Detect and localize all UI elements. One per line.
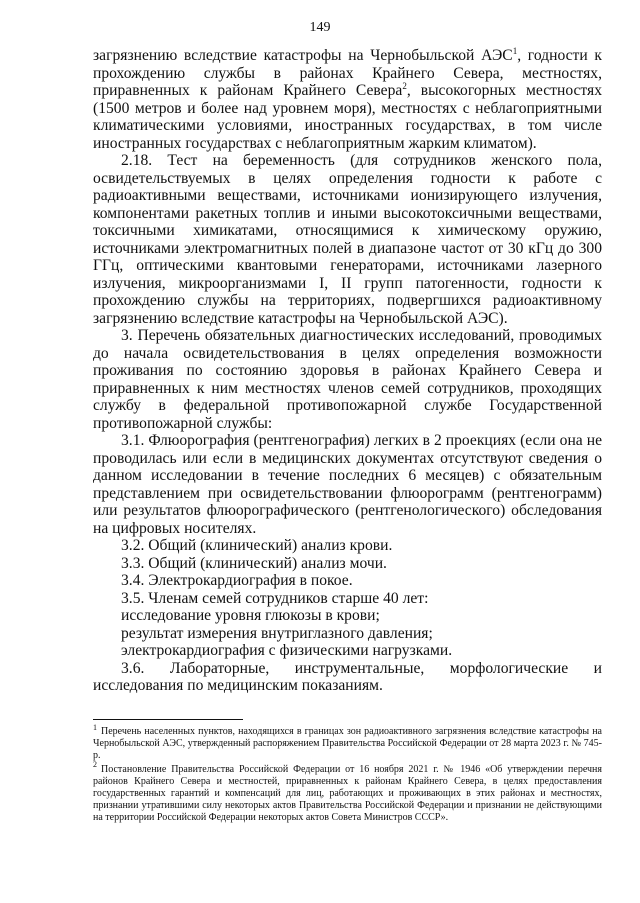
footnote-text: Постановление Правительства Российской Федерации от 16 ноября 2021 г. № 1946 «Об утверждении перечня районов Крайнего Севера и местностей, приравненных к районам Крайнего Севера, в целях предоставления государственных гарантий и компенсаций для лиц, работающих и проживающих в этих районах и местностях, признании утратившими силу некоторых актов Правительства Российской Федерации и признании не действующими на территории Российской Федерации некоторых актов Совета Министров СССР». — [93, 763, 602, 824]
footnotes — [93, 722, 602, 826]
footnote-mark: 2 — [93, 760, 97, 770]
footnote-divider — [93, 719, 243, 720]
paragraph-text: , высокогорных местностях (1500 метров и более над уровнем моря), местностях с неблагоприятными климатическими условиями, иностранных государствах, в том числе иностранных государствах с неблагоприятным жарким климатом). — [93, 82, 603, 152]
paragraph-3-2: 3.2. Общий (клинический) анализ крови. — [121, 537, 393, 554]
footnote-1 — [93, 722, 602, 763]
paragraph-text: загрязнению вследствие катастрофы на Чернобыльской АЭС — [93, 47, 513, 64]
list-item: результат измерения внутриглазного давления; — [121, 624, 433, 642]
paragraph-3: 3. Перечень обязательных диагностических исследований, проводимых до начала освидетельствования в целях определения возможности проживания по состоянию здоровья в районах Крайнего Севера и приравненных к ним местностях членов семей сотрудников, проходящих службу в федеральной противопожарной службе Государственной противопожарной службы: — [93, 327, 602, 432]
paragraph-2-18: 2.18. Тест на беременность (для сотрудников женского пола, освидетельствуемых в целях определения годности к работе с радиоактивными веществами, источниками ионизирующего излучения, компонентами ракетных топлив и иными высокотоксичными веществами, токсичными химикатами, относящимися к химическому оружию, источниками электромагнитных полей в диапазоне частот от 30 кГц до 300 ГГц, оптическими квантовыми генераторами, источниками лазерного излучения, микроорганизмами I, II групп патогенности, годности к прохождению службы на территориях, подвергшихся радиоактивному загрязнению вследствие катастрофы на Чернобыльской АЭС). — [93, 152, 602, 327]
paragraph-3-6: 3.6. Лабораторные, инструментальные, морфологические и исследования по медицинским показаниям. — [93, 659, 602, 694]
paragraph-continuation — [93, 47, 602, 152]
list-item: исследование уровня глюкозы в крови; — [121, 607, 380, 624]
footnote-ref-1[interactable]: 1 — [512, 45, 518, 56]
page-number: 149 — [309, 20, 331, 35]
footnote-text: Перечень населенных пунктов, находящихся в границах зон радиоактивного загрязнения вследствие катастрофы на Чернобыльской АЭС, утвержденный распоряжением Правительства Российской Федерации от 28 марта 2023 г. № 745-р. — [93, 726, 602, 762]
footnote-mark: 1 — [93, 722, 97, 732]
paragraph-3-1: 3.1. Флюорография (рентгенография) легких в 2 проекциях (если она не проводилась или если в медицинских документах отсутствуют сведения о данном исследовании в течение последних 6 месяцев) с обязательным представлением при освидетельствовании флюорограмм (рентгенограмм) или результатов флюорографического (рентгенологического) обследования на цифровых носителях. — [93, 432, 602, 537]
paragraph-3-5: 3.5. Членам семей сотрудников старше 40 лет: — [121, 589, 429, 607]
paragraph-text: , годности к прохождению службы в районах Крайнего Севера, местностях, приравненных к районам Крайнего Севера — [93, 47, 603, 99]
document-body — [93, 47, 602, 695]
paragraph-3-4: 3.4. Электрокардиография в покое. — [121, 572, 353, 589]
footnote-ref-2[interactable]: 2 — [402, 80, 407, 91]
list-item: электрокардиография с физическими нагрузками. — [121, 642, 453, 659]
paragraph-3-3: 3.3. Общий (клинический) анализ мочи. — [121, 554, 387, 572]
footnote-2 — [93, 760, 602, 825]
